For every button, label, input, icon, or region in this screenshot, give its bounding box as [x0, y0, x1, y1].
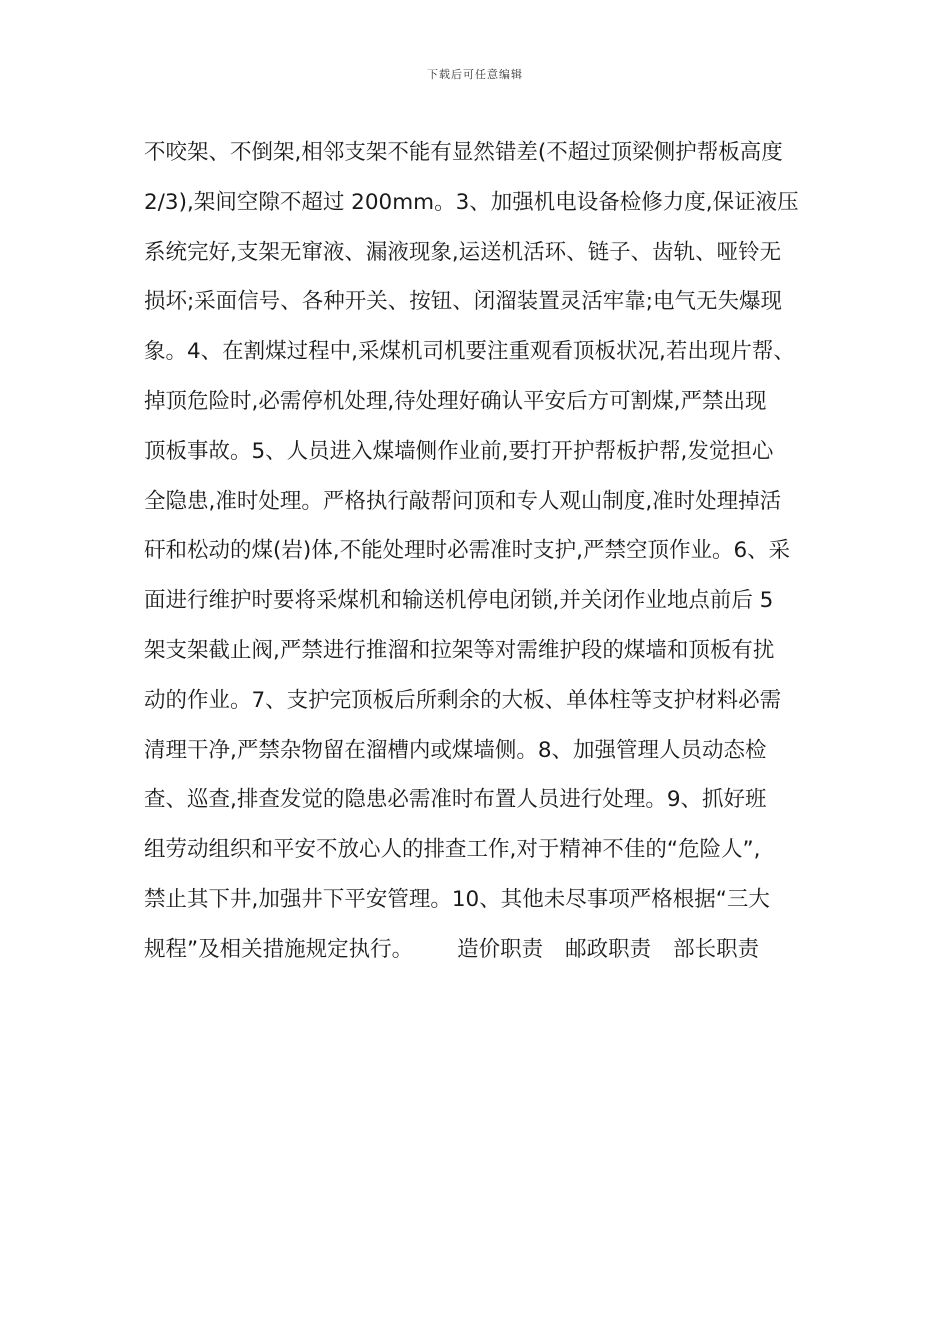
- page-header: 下载后可任意编辑: [427, 68, 523, 81]
- text-line: 损坏;采面信号、各种开关、按钮、闭溜装置灵活牢靠;电气无失爆现: [144, 289, 782, 315]
- text-line: 2/3),架间空隙不超过 200mm。3、加强机电设备检修力度,保证液压: [144, 189, 799, 215]
- closing-sentence: 规程”及相关措施规定执行。: [144, 936, 414, 962]
- text-line: 系统完好,支架无窜液、漏液现象,运送机活环、链子、齿轨、哑铃无: [144, 239, 782, 265]
- text-line: 组劳动组织和平安不放心人的排查工作,对于精神不佳的“危险人”,: [144, 837, 761, 863]
- text-line: 禁止其下井,加强井下平安管理。10、其他未尽事项严格根据“三大: [144, 886, 770, 912]
- text-line: 不咬架、不倒架,相邻支架不能有显然错差(不超过顶梁侧护帮板高度: [144, 140, 783, 165]
- text-line: 顶板事故。5、人员进入煤墙侧作业前,要打开护帮板护帮,发觉担心: [144, 438, 774, 464]
- text-line: 全隐患,准时处理。严格执行敲帮问顶和专人观山制度,准时处理掉活: [144, 488, 782, 514]
- text-line: 动的作业。7、支护完顶板后所剩余的大板、单体柱等支护材料必需: [144, 687, 782, 713]
- text-line: 清理干净,严禁杂物留在溜槽内或煤墙侧。8、加强管理人员动态检: [144, 737, 767, 763]
- text-line: 架支架截止阀,严禁进行推溜和拉架等对需维护段的煤墙和顶板有扰: [144, 637, 775, 663]
- text-line: 矸和松动的煤(岩)体,不能处理时必需准时支护,严禁空顶作业。6、采: [144, 538, 791, 564]
- text-line: 象。4、在割煤过程中,采煤机司机要注重观看顶板状况,若出现片帮、: [144, 339, 795, 365]
- related-link-minister[interactable]: 部长职责: [673, 936, 760, 962]
- text-line: 掉顶危险时,必需停机处理,待处理好确认平安后方可割煤,严禁出现: [144, 388, 767, 414]
- related-link-postal[interactable]: 邮政职责: [565, 936, 652, 962]
- document-body: [144, 128, 816, 975]
- text-line: 面进行维护时要将采煤机和输送机停电闭锁,并关闭作业地点前后 5: [144, 588, 774, 614]
- text-line: 查、巡查,排查发觉的隐患必需准时布置人员进行处理。9、抓好班: [144, 787, 767, 813]
- related-link-cost[interactable]: 造价职责: [457, 936, 544, 962]
- text-line-last: [144, 925, 816, 975]
